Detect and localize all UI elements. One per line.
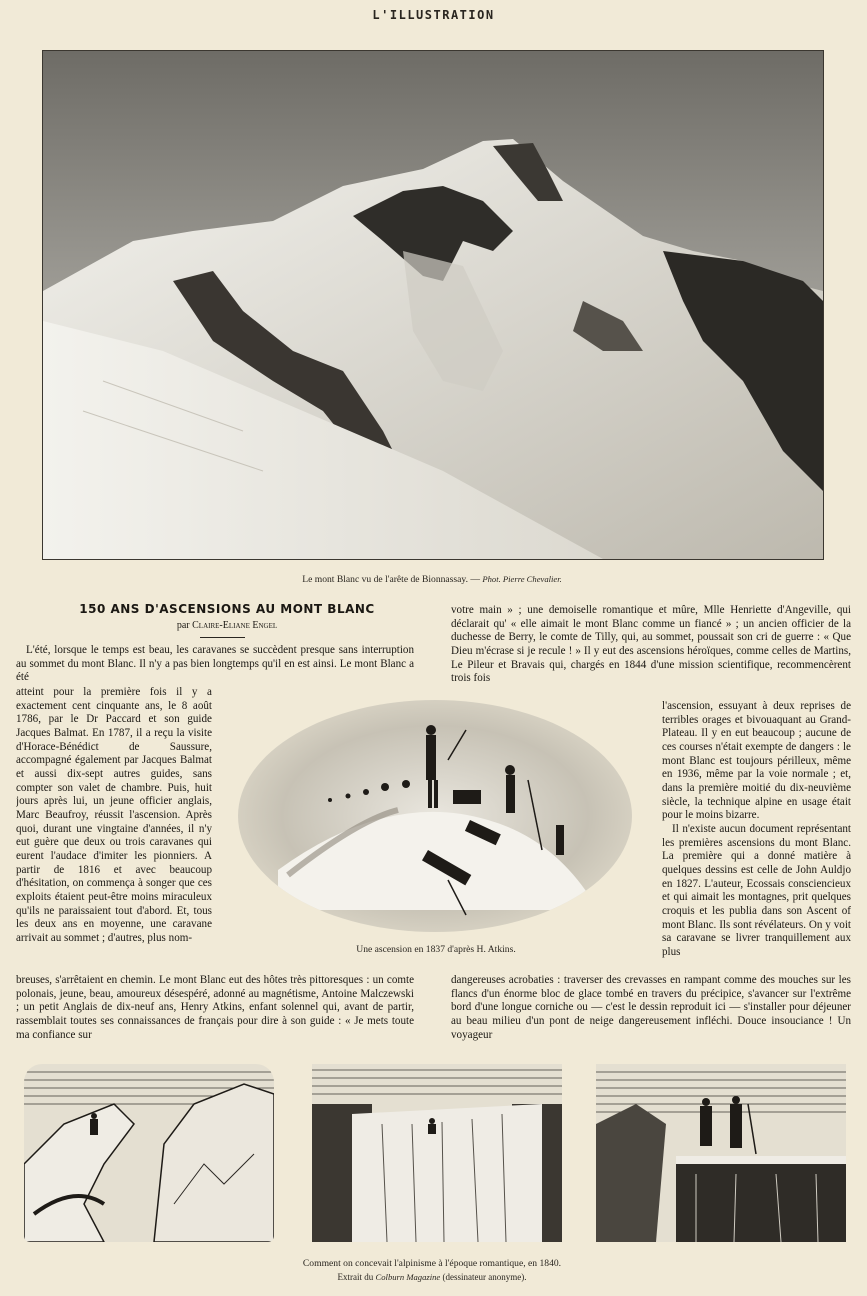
left-column-bottom — [16, 974, 414, 1044]
ascension-1837-illustration — [238, 700, 632, 932]
title-divider — [200, 637, 245, 638]
paragraph: Il n'existe aucun document représentant les premières ascensions du mont Blanc. La première qui a donné matière à quelques dessins est celle de John Auldjo en 1827. L'auteur, Ecossais consciencieux et qui aimait les montagnes, prit quelques croquis et les publia dans son Ascent of mont Blanc. Ils sont révélateurs. On y voit sa caravane se livrer tranquillement aux plus — [662, 822, 851, 958]
engraving-crevasse — [24, 1064, 274, 1242]
paragraph: atteint pour la première fois il y a exactement cent cinquante ans, le 8 août 1786, par le Dr Paccard et son guide Jacques Balmat. En 1787, il a reçu la visite d'Horace-Bénédict de Saussure, accompagné également par Jacques Balmat et aussi dix-sept autres guides, sans compter son valet de chambre. Puis, huit jours après lui, un jeune officier anglais, Marc Beaufroy, réussit l'ascension. Après quoi, durant une vingtaine d'années, il n'y eut guère que deux ou trois caravanes qui eurent l'audace d'imiter les pionniers. A partir de 1816 et avec beaucoup d'hésitation, on commença à songer que ces exploits étaient peut-être moins miraculeux qu'ils ne paraissaient tout d'abord. Et, tous les deux ans en moyenne, une caravane arrivait au sommet ; d'autres, plus nom- — [16, 686, 212, 944]
engraving-snow-bridge — [596, 1064, 846, 1242]
byline — [42, 620, 412, 631]
source-title: Colburn Magazine — [375, 1272, 441, 1282]
mont-blanc-photo — [42, 50, 824, 560]
photo-caption — [42, 574, 822, 585]
right-column-narrow — [662, 700, 851, 974]
right-column-bottom — [451, 974, 851, 1044]
source-suffix: (dessinateur anonyme). — [442, 1272, 527, 1282]
right-column-top — [451, 604, 851, 700]
photo-credit: Phot. Pierre Chevalier. — [482, 574, 562, 584]
paragraph: breuses, s'arrêtaient en chemin. Le mont Blanc eut des hôtes très pittoresques : un comte polonais, jeune, beau, amoureux désespéré, adonné au magnétisme, Antoine Malczewski ; un petit Anglais de dix-neuf ans, Henry Atkins, enfant solennel qui, avant de partir, rassemblait toutes ses connaissances de français pour dire à son guide : « Je mets toute ma confiance sur — [16, 974, 414, 1041]
photo-caption-text: Le mont Blanc vu de l'arête de Bionnassay. — — [302, 574, 480, 585]
engravings-source — [42, 1272, 822, 1282]
left-column-intro — [16, 644, 414, 686]
engravings-caption: Comment on concevait l'alpinisme à l'époque romantique, en 1840. — [302, 1258, 562, 1269]
engraving-ice-wall — [312, 1064, 562, 1242]
byline-prefix: par — [176, 620, 190, 631]
article-title: 150 ANS D'ASCENSIONS AU MONT BLANC — [79, 602, 375, 616]
paragraph: L'été, lorsque le temps est beau, les caravanes se succèdent presque sans interruption au sommet du mont Blanc. Il n'y a pas bien longtemps qu'il en est ainsi. Le mont Blanc a été — [16, 644, 414, 684]
masthead: L'ILLUSTRATION — [372, 8, 495, 22]
left-column-narrow — [16, 686, 212, 974]
illustration-caption: Une ascension en 1837 d'après H. Atkins. — [356, 944, 516, 955]
paragraph: votre main » ; une demoiselle romantique et mûre, Mlle Henriette d'Angeville, qui déclarait qu' « elle aimait le mont Blanc comme un fiancé » ; un ancien officier de la duchesse de Berry, le comte de Tilly, qui, au sommet, poussait son cri de guerre : « Que Dieu m'écrase si je recule ! » Il y eut des ascensions héroïques, comme celles de Martins, Le Pileur et Bravais qui, chargés en 1844 d'une mission scientifique, recommencèrent trois fois — [451, 604, 851, 685]
paragraph: l'ascension, essuyant à deux reprises de terribles orages et bivouaquant au Grand-Plateau. Il y en eut beaucoup ; aucune de ces courses n'était exempte de dangers : le mont Blanc est toujours périlleux, même en 1936, même par la voie normale ; et, dans la première moitié du dix-neuvième siècle, la technique alpine en usage était pour le moins bizarre. — [662, 700, 851, 822]
paragraph: dangereuses acrobaties : traverser des crevasses en rampant comme des mouches sur les flancs d'un énorme bloc de glace tombé en travers du précipice, s'avancer sur l'extrême bord d'une longue corniche ou — c'est le dessin reproduit ici — s'installer pour déjeuner au beau milieu d'un pont de neige dangereusement infléchi. Douce insouciance ! Un voyageur — [451, 974, 851, 1041]
source-prefix: Extrait du — [337, 1272, 374, 1282]
author-name: Claire-Eliane Engel — [192, 620, 278, 631]
